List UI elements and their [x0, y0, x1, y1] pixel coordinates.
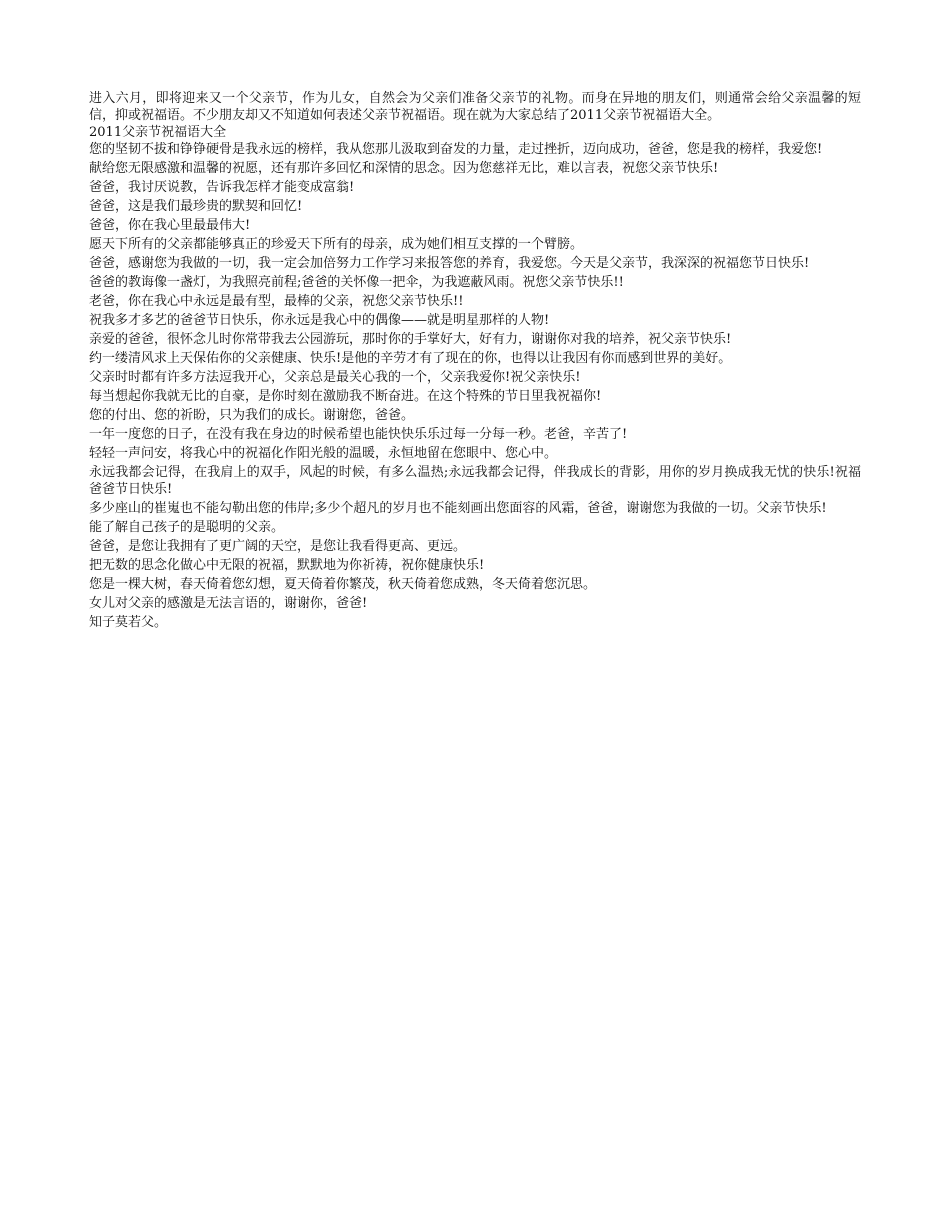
list-item: 亲爱的爸爸，很怀念儿时你常带我去公园游玩，那时你的手掌好大，好有力，谢谢你对我的培养，祝父亲节快乐!	[89, 332, 732, 347]
document-title: 2011父亲节祝福语大全	[89, 125, 227, 140]
list-item: 您的坚韧不拔和铮铮硬骨是我永远的榜样，我从您那儿汲取到奋发的力量，走过挫折，迈向成功，爸爸，您是我的榜样，我爱您!	[89, 142, 823, 157]
list-item: 爸爸，感谢您为我做的一切，我一定会加倍努力工作学习来报答您的养育，我爱您。今天是父亲节，我深深的祝福您节日快乐!	[89, 256, 810, 271]
list-item: 愿天下所有的父亲都能够真正的珍爱天下所有的母亲，成为她们相互支撑的一个臂膀。	[89, 237, 584, 252]
list-item: 轻轻一声问安，将我心中的祝福化作阳光般的温暖，永恒地留在您眼中、您心中。	[89, 446, 558, 461]
list-item: 您的付出、您的祈盼，只为我们的成长。谢谢您，爸爸。	[89, 408, 415, 423]
list-item: 永远我都会记得，在我肩上的双手，风起的时候，有多么温热;永远我都会记得，伴我成长的背影，用你的岁月换成我无忧的快乐!祝福爸爸节日快乐!	[89, 465, 861, 497]
intro-paragraph: 进入六月，即将迎来又一个父亲节，作为儿女，自然会为父亲们准备父亲节的礼物。而身在异地的朋友们，则通常会给父亲温馨的短信，抑或祝福语。不少朋友却又不知道如何表述父亲节祝福语。现在就为大家总结了2011父亲节祝福语大全。	[89, 91, 861, 123]
list-item: 每当想起你我就无比的自豪，是你时刻在激励我不断奋进。在这个特殊的节日里我祝福你!	[89, 389, 602, 404]
list-item: 祝我多才多艺的爸爸节日快乐，你永远是我心中的偶像——就是明星那样的人物!	[89, 313, 550, 328]
list-item: 您是一棵大树，春天倚着您幻想，夏天倚着你繁茂，秋天倚着您成熟，冬天倚着您沉思。	[89, 577, 597, 592]
list-item: 多少座山的崔嵬也不能勾勒出您的伟岸;多少个超凡的岁月也不能刻画出您面容的风霜，爸爸，谢谢您为我做的一切。父亲节快乐!	[89, 501, 827, 516]
list-item: 约一缕清风求上天保佑你的父亲健康、快乐!是他的辛劳才有了现在的你，也得以让我因有你而感到世界的美好。	[89, 351, 732, 366]
list-item: 父亲时时都有许多方法逗我开心，父亲总是最关心我的一个，父亲我爱你!祝父亲快乐!	[89, 370, 581, 385]
list-item: 一年一度您的日子，在没有我在身边的时候希望也能快快乐乐过每一分每一秒。老爸，辛苦了!	[89, 427, 628, 442]
list-item: 爸爸的教诲像一盏灯，为我照亮前程;爸爸的关怀像一把伞，为我遮蔽风雨。祝您父亲节快乐!!	[89, 275, 624, 290]
message-list	[89, 141, 861, 631]
list-item: 把无数的思念化做心中无限的祝福，默默地为你祈祷，祝你健康快乐!	[89, 558, 485, 573]
list-item: 爸爸，你在我心里最最伟大!	[89, 218, 251, 233]
list-item: 爸爸，我讨厌说教，告诉我怎样才能变成富翁!	[89, 180, 355, 195]
list-item: 爸爸，是您让我拥有了更广阔的天空，是您让我看得更高、更远。	[89, 539, 467, 554]
list-item: 知子莫若父。	[89, 615, 168, 630]
document-body	[89, 90, 861, 633]
list-item: 能了解自己孩子的是聪明的父亲。	[89, 520, 285, 535]
list-item: 女儿对父亲的感激是无法言语的，谢谢你，爸爸!	[89, 596, 368, 611]
list-item: 老爸，你在我心中永远是最有型，最棒的父亲，祝您父亲节快乐!!	[89, 294, 464, 309]
list-item: 爸爸，这是我们最珍贵的默契和回忆!	[89, 199, 303, 214]
list-item: 献给您无限感激和温馨的祝愿，还有那许多回忆和深情的思念。因为您慈祥无比，难以言表，祝您父亲节快乐!	[89, 161, 719, 176]
